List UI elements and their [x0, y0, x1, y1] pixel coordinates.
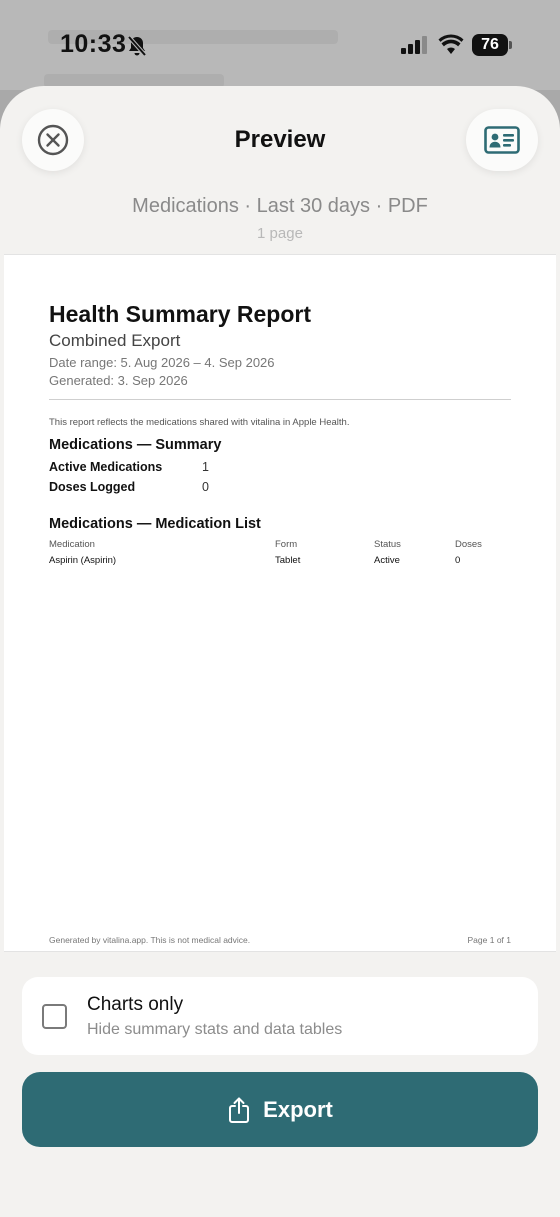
table-header: Doses — [455, 539, 482, 550]
id-card-button[interactable] — [466, 109, 538, 171]
table-cell: Aspirin (Aspirin) — [49, 555, 117, 566]
report-date-range: Date range: 5. Aug 2026 – 4. Sep 2026 — [49, 355, 275, 370]
bell-slash-icon — [126, 35, 148, 57]
divider — [49, 399, 511, 400]
summary-heading: Medications — Summary — [49, 437, 222, 453]
summary-label: Active Medications — [49, 460, 163, 474]
export-button[interactable] — [22, 1072, 538, 1147]
report-footer-page-number: Page 1 of 1 — [467, 935, 511, 945]
export-subtitle: Medications · Last 30 days · PDF — [132, 195, 428, 217]
table-cell: 0 — [455, 555, 461, 566]
table-header: Medication — [49, 539, 95, 550]
charts-only-description: Hide summary stats and data tables — [87, 1021, 343, 1038]
share-icon — [227, 1096, 251, 1124]
charts-only-option[interactable] — [22, 977, 538, 1055]
report-title: Health Summary Report — [49, 301, 312, 327]
status-bar — [0, 0, 560, 90]
battery-level: 76 — [481, 36, 499, 53]
summary-label: Doses Logged — [49, 480, 136, 494]
table-cell: Tablet — [275, 555, 301, 566]
report-note: This report reflects the medications shared with vitalina in Apple Health. — [49, 417, 350, 428]
export-label: Export — [263, 1096, 333, 1122]
id-card-icon — [484, 126, 520, 154]
table-header: Status — [374, 539, 401, 550]
pdf-preview-page[interactable] — [4, 254, 556, 952]
report-generated-date: Generated: 3. Sep 2026 — [49, 373, 188, 388]
page-count: 1 page — [257, 225, 303, 242]
charts-only-checkbox[interactable] — [42, 1004, 67, 1029]
status-time: 10:33 — [60, 30, 127, 58]
summary-value: 0 — [202, 480, 209, 494]
table-header: Form — [275, 539, 298, 550]
preview-sheet — [0, 86, 560, 1217]
charts-only-label: Charts only — [87, 994, 184, 1015]
summary-value: 1 — [202, 460, 209, 474]
page-title: Preview — [234, 126, 326, 153]
medication-list-heading: Medications — Medication List — [49, 516, 261, 532]
report-subtitle: Combined Export — [49, 331, 181, 350]
signal-icon — [400, 36, 430, 54]
report-footer-disclaimer: Generated by vitalina.app. This is not medical advice. — [49, 935, 251, 945]
battery-cap — [509, 41, 512, 49]
battery-icon — [472, 34, 508, 56]
table-cell: Active — [374, 555, 400, 566]
wifi-icon — [438, 34, 464, 56]
